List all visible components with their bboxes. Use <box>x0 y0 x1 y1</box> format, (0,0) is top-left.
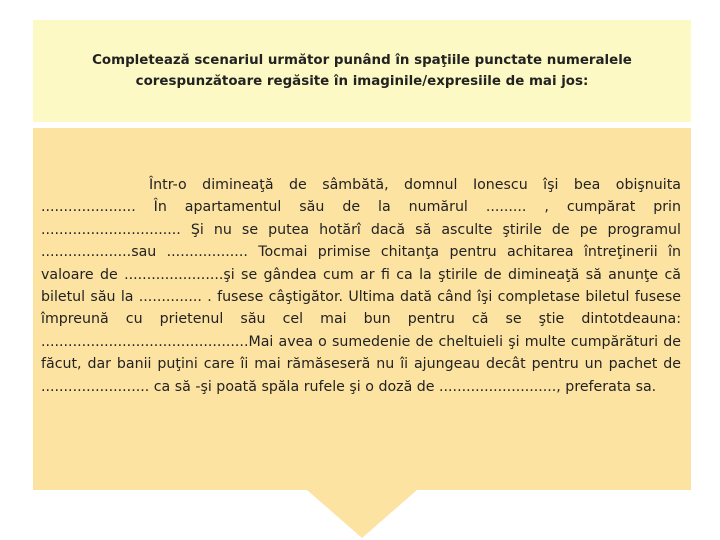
instruction-text <box>52 50 672 92</box>
scenario-paragraph: Într-o dimineaţă de sâmbătă, domnul Ionescu îşi bea obişnuita ..................... În apartamentul său de la numărul ......... , cumpărat prin ............................... Şi nu se putea hotărî dacă să asculte ştirile de pe programul ....................sau .................. Tocmai primise chitanţa pentru achitarea întreţinerii în valoare de ......................şi se gândea cum ar fi ca la ştirile de dimineaţă să anunţe că biletul său la .............. . fusese câştigător. Ultima dată când îşi completase biletul fusese împreună cu prietenul său cel mai bun pentru că se ştie dintotdeauna: ..............................................Mai avea o sumedenie de cheltuieli şi multe cumpărături de făcut, dar banii puţini care îi mai rămăseseră nu îi ajungeau decât pentru un pachet de ........................ ca să -şi poată spăla rufele şi o doză de .........................., preferata sa. <box>41 177 681 395</box>
scenario-callout <box>33 128 691 540</box>
instruction-line-2: corespunzătoare regăsite în imaginile/expresiile de mai jos: <box>135 74 589 89</box>
callout-arrow-shape <box>307 490 417 538</box>
instruction-line-1: Completează scenariul următor punând în spaţiile punctate numeralele <box>92 53 632 68</box>
instruction-box <box>33 20 691 122</box>
